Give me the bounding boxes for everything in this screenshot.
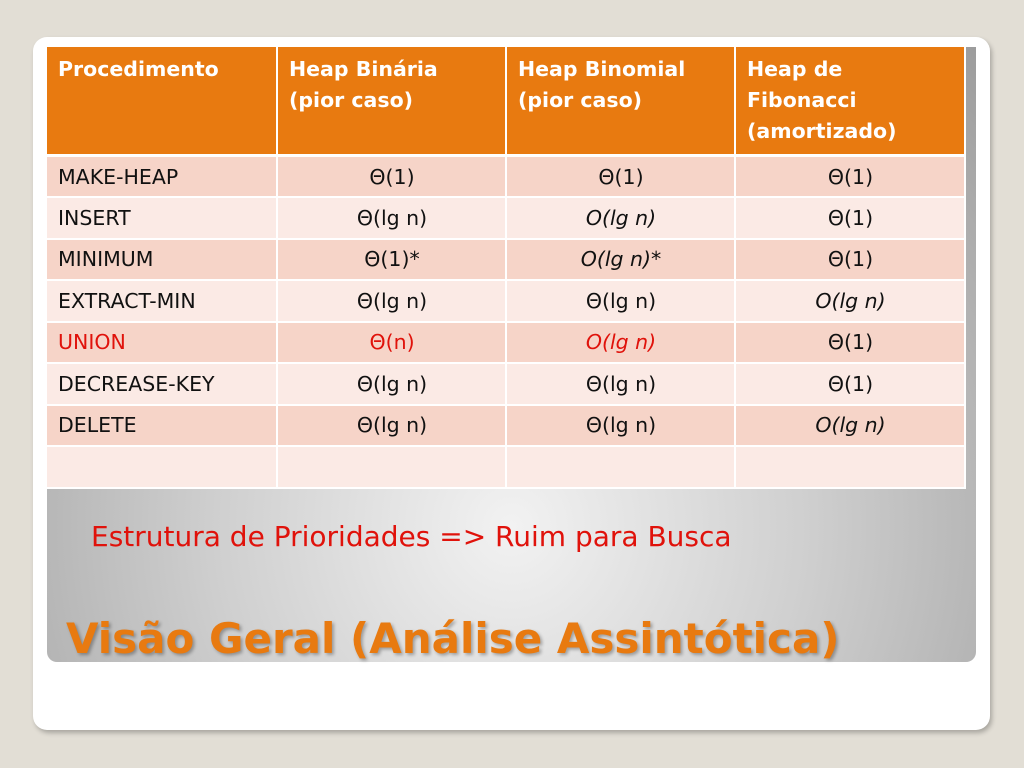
- cell-binary: Θ(lg n): [277, 363, 506, 405]
- content-panel: [47, 47, 976, 662]
- cell-binomial: Θ(1): [506, 156, 735, 198]
- header-heap-binaria: Heap Binária (pior caso): [277, 47, 506, 156]
- cell-fibonacci: [735, 446, 965, 488]
- cell-fibonacci: Θ(1): [735, 156, 965, 198]
- table-row-minimum: [47, 239, 965, 281]
- table-row-decrease-key: [47, 363, 965, 405]
- cell-fibonacci: Θ(1): [735, 239, 965, 281]
- complexity-table: [47, 47, 966, 489]
- cell-fibonacci: Θ(1): [735, 197, 965, 239]
- header-heap-fibonacci: Heap de Fibonacci (amortizado): [735, 47, 965, 156]
- cell-binary: Θ(n): [277, 322, 506, 364]
- cell-binary: Θ(lg n): [277, 197, 506, 239]
- cell-binomial: O(lg n): [506, 197, 735, 239]
- cell-binary: Θ(lg n): [277, 280, 506, 322]
- table-row-delete: [47, 405, 965, 447]
- cell-fibonacci: O(lg n): [735, 280, 965, 322]
- cell-binomial: [506, 446, 735, 488]
- cell-binomial: O(lg n): [506, 322, 735, 364]
- table-row-extract-min: [47, 280, 965, 322]
- cell-procedure: [47, 446, 277, 488]
- table-row-make-heap: [47, 156, 965, 198]
- cell-fibonacci: Θ(1): [735, 363, 965, 405]
- cell-binary: Θ(1)*: [277, 239, 506, 281]
- cell-procedure: EXTRACT-MIN: [47, 280, 277, 322]
- table-row-union: [47, 322, 965, 364]
- cell-fibonacci: O(lg n): [735, 405, 965, 447]
- cell-fibonacci: Θ(1): [735, 322, 965, 364]
- cell-procedure: DELETE: [47, 405, 277, 447]
- table-row-insert: [47, 197, 965, 239]
- cell-procedure: MAKE-HEAP: [47, 156, 277, 198]
- subtitle-note: Estrutura de Prioridades => Ruim para Busca: [91, 520, 732, 553]
- cell-binary: Θ(lg n): [277, 405, 506, 447]
- cell-binomial: Θ(lg n): [506, 280, 735, 322]
- table-row-empty: [47, 446, 965, 488]
- cell-procedure: INSERT: [47, 197, 277, 239]
- cell-binomial: Θ(lg n): [506, 405, 735, 447]
- cell-binomial: O(lg n)*: [506, 239, 735, 281]
- cell-procedure: UNION: [47, 322, 277, 364]
- cell-binomial: Θ(lg n): [506, 363, 735, 405]
- cell-binary: Θ(1): [277, 156, 506, 198]
- header-heap-binomial: Heap Binomial (pior caso): [506, 47, 735, 156]
- cell-procedure: DECREASE-KEY: [47, 363, 277, 405]
- header-procedimento: Procedimento: [47, 47, 277, 156]
- slide-title: Visão Geral (Análise Assintótica): [66, 614, 840, 663]
- cell-binary: [277, 446, 506, 488]
- table-header-row: [47, 47, 965, 156]
- cell-procedure: MINIMUM: [47, 239, 277, 281]
